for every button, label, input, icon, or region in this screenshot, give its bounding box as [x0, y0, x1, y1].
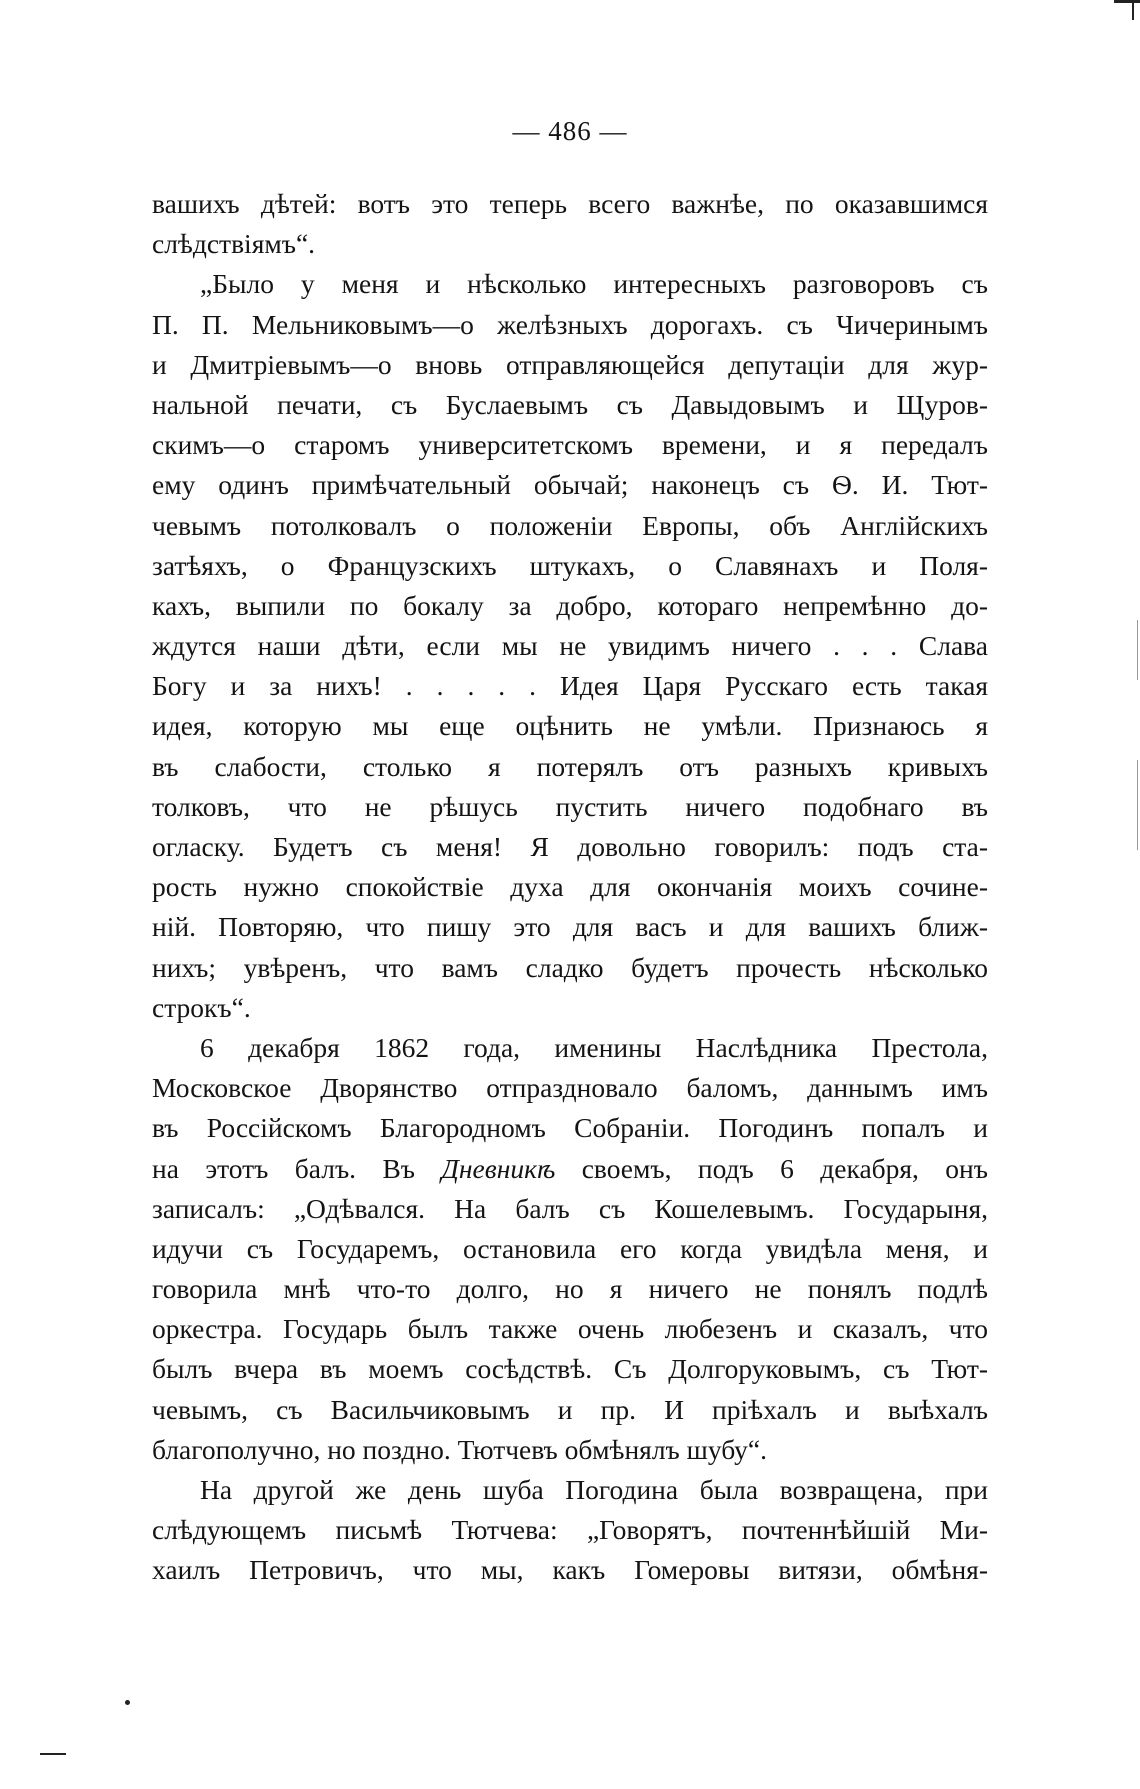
text-line: затѣяхъ, о Французскихъ штукахъ, о Славянахъ и Поля- — [152, 549, 988, 581]
paragraph-3 — [152, 1028, 988, 1470]
text-line: идучи съ Государемъ, остановила его когда увидѣла меня, и — [152, 1232, 988, 1264]
text-line-with-italic — [152, 1149, 988, 1189]
paragraph-2 — [152, 264, 988, 1028]
text-line: П. П. Мельниковымъ—о желѣзныхъ дорогахъ. съ Чичеринымъ — [152, 308, 988, 340]
text-fragment: своемъ, подъ 6 декабря, онъ — [555, 1152, 988, 1184]
text-line: чевымъ, съ Васильчиковымъ и пр. И пріѣхалъ и выѣхалъ — [152, 1393, 988, 1425]
italic-word: Дневникѣ — [441, 1152, 556, 1184]
text-line: вашихъ дѣтей: вотъ это теперь всего важнѣе, по оказавшимся — [152, 188, 988, 219]
scan-edge-mark — [1137, 760, 1138, 850]
text-line: чевымъ потолковалъ о положеніи Европы, объ Англійскихъ — [152, 509, 988, 541]
text-line: рость нужно спокойствіе духа для окончанія моихъ сочине- — [152, 871, 988, 903]
scan-edge-mark — [125, 1700, 130, 1705]
scan-edge-mark — [1132, 0, 1134, 20]
text-line: слѣдующемъ письмѣ Тютчева: „Говорятъ, почтеннѣйшій Ми- — [152, 1514, 988, 1546]
text-line: въ слабости, столько я потерялъ отъ разныхъ кривыхъ — [152, 750, 988, 782]
text-line: былъ вчера въ моемъ сосѣдствѣ. Съ Долгоруковымъ, съ Тют- — [152, 1353, 988, 1385]
text-line: слѣдствіямъ“. — [152, 228, 316, 260]
text-line: говорила мнѣ что-то долго, но я ничего не понялъ подлѣ — [152, 1273, 988, 1305]
text-line: оркестра. Государь былъ также очень любезенъ и сказалъ, что — [152, 1313, 988, 1345]
text-line: хаилъ Петровичъ, что мы, какъ Гомеровы витязи, обмѣня- — [152, 1554, 988, 1586]
text-line: записалъ: „Одѣвался. На балъ съ Кошелевымъ. Государыня, — [152, 1192, 988, 1224]
text-line: Московское Дворянство отпраздновало баломъ, даннымъ имъ — [152, 1072, 988, 1104]
scan-edge-mark — [1137, 620, 1138, 680]
text-line: толковъ, что не рѣшусь пустить ничего подобнаго въ — [152, 790, 988, 822]
page-number: — 486 — — [512, 116, 628, 146]
text-line: ему одинъ примѣчательный обычай; наконецъ съ Ѳ. И. Тют- — [152, 469, 988, 501]
text-line: На другой же день шуба Погодина была возвращена, при — [200, 1474, 988, 1505]
text-line: огласку. Будетъ съ меня! Я довольно говорилъ: подъ ста- — [152, 831, 988, 862]
text-line: идея, которую мы еще оцѣнить не умѣли. Признаюсь я — [152, 710, 988, 742]
text-line: 6 декабря 1862 года, именины Наслѣдника Престола, — [200, 1031, 988, 1063]
text-line: кахъ, выпили по бокалу за добро, котораго непремѣнно до- — [152, 589, 988, 621]
text-fragment: на этотъ балъ. Въ — [152, 1152, 442, 1184]
scan-edge-mark — [40, 1753, 66, 1755]
text-line: строкъ“. — [152, 991, 251, 1023]
text-line: ній. Повторяю, что пишу это для васъ и для вашихъ ближ- — [152, 911, 988, 943]
text-line: въ Россійскомъ Благородномъ Собраніи. Погодинъ попалъ и — [152, 1112, 988, 1144]
scan-edge-mark — [1114, 0, 1140, 3]
text-line: скимъ—о старомъ университетскомъ времени, и я передалъ — [152, 429, 988, 461]
text-line: ждутся наши дѣти, если мы не увидимъ ничего . . . Слава — [152, 630, 988, 662]
text-line: нальной печати, съ Буслаевымъ съ Давыдовымъ и Щуров- — [152, 388, 988, 420]
text-line: „Было у меня и нѣсколько интересныхъ разговоровъ съ — [200, 268, 988, 300]
text-line: и Дмитріевымъ—о вновь отправляющейся депутаціи для жур- — [152, 348, 988, 380]
text-line: благополучно, но поздно. Тютчевъ обмѣнялъ шубу“. — [152, 1433, 767, 1465]
paragraph-4 — [152, 1470, 988, 1591]
text-line: Богу и за нихъ! . . . . . Идея Царя Русскаго есть такая — [152, 670, 988, 702]
body-text — [152, 184, 988, 1591]
text-line: нихъ; увѣренъ, что вамъ сладко будетъ прочесть нѣсколько — [152, 951, 988, 983]
paragraph-1 — [152, 184, 988, 264]
